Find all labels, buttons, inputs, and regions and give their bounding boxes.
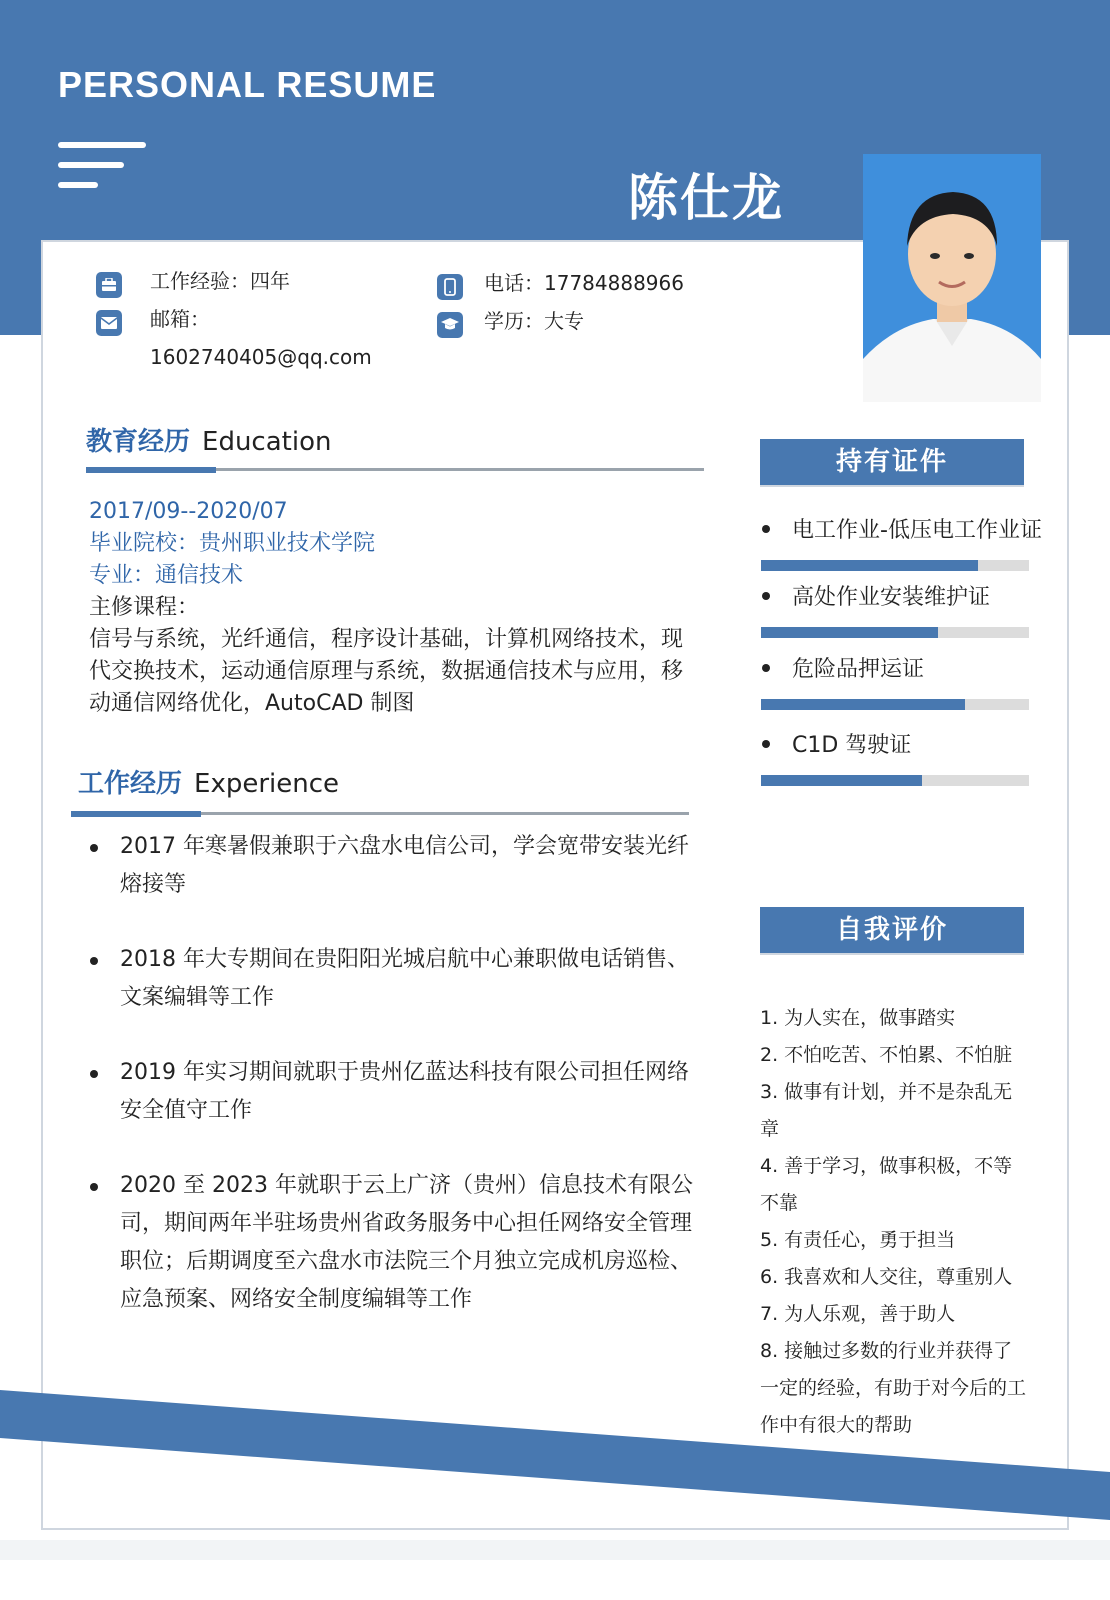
phone: 电话：17784888966 xyxy=(484,271,684,295)
certificate-bar-track xyxy=(761,560,1029,571)
certificate-label: 高处作业安装维护证 xyxy=(792,585,991,610)
menu-lines-icon xyxy=(58,142,150,194)
experience-heading xyxy=(78,766,339,802)
certificate-bar-track xyxy=(761,775,1029,786)
self-evaluation-item: 2. 不怕吃苦、不怕累、不怕脏 xyxy=(760,1044,1013,1066)
self-evaluation-item: 8. 接触过多数的行业并获得了一定的经验，有助于对今后的工作中有很大的帮助 xyxy=(760,1340,1027,1436)
self-evaluation-item: 6. 我喜欢和人交往，尊重别人 xyxy=(760,1266,1013,1288)
self-evaluation-heading: 自我评价 xyxy=(760,907,1024,955)
certificate-item xyxy=(762,583,990,613)
certificate-bar-track xyxy=(761,627,1029,638)
experience-heading-cn: 工作经历 xyxy=(78,769,183,799)
experience-list xyxy=(88,828,708,1356)
certificate-bar-fill xyxy=(761,627,938,638)
self-evaluation-item: 1. 为人实在，做事踏实 xyxy=(760,1007,956,1029)
certificate-bar-fill xyxy=(761,699,965,710)
certificate-label: 电工作业-低压电工作业证 xyxy=(792,518,1042,543)
self-evaluation-item: 5. 有责任心，勇于担当 xyxy=(760,1229,956,1251)
certificate-bar-fill xyxy=(761,775,922,786)
education-heading xyxy=(86,424,331,460)
email-value[interactable]: 1602740405@qq.com xyxy=(150,345,372,369)
phone-icon xyxy=(437,274,463,300)
experience-item: 2019 年实习期间就职于贵州亿蓝达科技有限公司担任网络安全值守工作 xyxy=(88,1054,708,1130)
education-courses: 信号与系统，光纤通信，程序设计基础，计算机网络技术，现代交换技术，运动通信原理与系统，数据通信技术与应用，移动通信网络优化，AutoCAD 制图 xyxy=(89,627,684,716)
education-period: 2017/09--2020/07 xyxy=(89,499,288,524)
profile-photo xyxy=(863,154,1041,402)
education-courses-label: 主修课程： xyxy=(89,595,200,620)
experience-divider-accent xyxy=(71,811,201,817)
education-major: 专业：通信技术 xyxy=(89,563,244,588)
self-evaluation-item: 3. 做事有计划，并不是杂乱无章 xyxy=(760,1081,1013,1140)
person-name: 陈仕龙 xyxy=(628,169,784,227)
certificate-label: 危险品押运证 xyxy=(792,657,925,682)
experience-item: 2017 年寒暑假兼职于六盘水电信公司，学会宽带安装光纤熔接等 xyxy=(88,828,708,904)
certificate-label: C1D 驾驶证 xyxy=(792,733,912,758)
certificate-item xyxy=(762,516,1042,546)
education-heading-en: Education xyxy=(202,427,332,457)
education-level: 学历：大专 xyxy=(484,309,584,333)
experience-heading-en: Experience xyxy=(194,769,340,799)
email-label: 邮箱： xyxy=(150,307,210,331)
experience-item: 2020 至 2023 年就职于云上广济（贵州）信息技术有限公司，期间两年半驻场贵州省政务服务中心担任网络安全管理职位；后期调度至六盘水市法院三个月独立完成机房巡检、应急预案、网络安全制度编辑等工作 xyxy=(88,1167,708,1319)
work-experience: 工作经验：四年 xyxy=(150,269,290,293)
certificates-heading: 持有证件 xyxy=(760,439,1024,487)
certificate-item xyxy=(762,731,911,761)
self-evaluation-item: 7. 为人乐观，善于助人 xyxy=(760,1303,956,1325)
self-evaluation-item: 4. 善于学习，做事积极，不等不靠 xyxy=(760,1155,1013,1214)
briefcase-icon xyxy=(96,272,122,298)
graduation-cap-icon xyxy=(437,312,463,338)
envelope-icon xyxy=(96,310,122,336)
education-school: 毕业院校：贵州职业技术学院 xyxy=(89,531,376,556)
self-evaluation-list xyxy=(760,1000,1030,1444)
resume-title: PERSONAL RESUME xyxy=(58,64,437,105)
education-divider-accent xyxy=(86,467,216,473)
certificate-bar-track xyxy=(761,699,1029,710)
certificate-item xyxy=(762,655,924,685)
certificate-bar-fill xyxy=(761,560,978,571)
education-heading-cn: 教育经历 xyxy=(86,427,191,457)
experience-item: 2018 年大专期间在贵阳阳光城启航中心兼职做电话销售、文案编辑等工作 xyxy=(88,941,708,1017)
